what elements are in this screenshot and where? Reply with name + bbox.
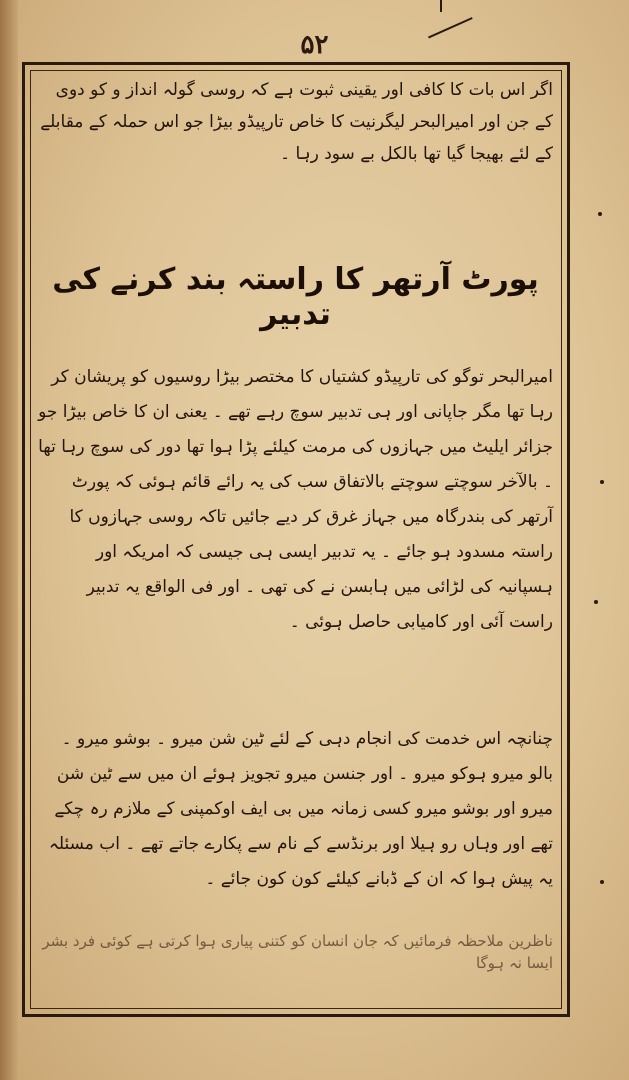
margin-dot — [594, 600, 598, 604]
faded-footnote: ناظرین ملاحظہ فرمائیں کہ جان انسان کو کتنی پیاری ہوا کرتی ہے کوئی فرد بشر ایسا نہ ہوگا — [42, 932, 553, 972]
ink-mark — [440, 0, 442, 12]
margin-dot — [600, 480, 604, 484]
page-spine-shadow — [0, 0, 18, 1080]
paragraph-intro: اگر اس بات کا کافی اور یقینی ثبوت ہے کہ روسی گولہ انداز و کو دوی کے جن اور امیرالبحر لیگرنیت کا خاص تارپیڈو بیڑا جو اس حملہ کے مقابلے کے لئے بھیجا گیا تھا بالکل بے سود رہا ۔ — [40, 80, 553, 164]
margin-dot — [598, 212, 602, 216]
paragraph-ships: چنانچہ اس خدمت کی انجام دہی کے لئے ٹین شن میرو ۔ بوشو میرو ۔ بالو میرو ہوکو میرو ۔ اور جنسن میرو تجویز ہوئے ان میں سے ٹین شن میرو اور بوشو میرو کسی زمانہ میں بی ایف اوکمپنی کے ملازم رہ چکے تھے اور وہاں رو ہیلا اور برنڈسے کے نام سے پکارے جاتے تھے ۔ اب مسئلہ یہ پیش ہوا کہ ان کے ڈبانے کیلئے کون کون جائے ۔ — [48, 729, 553, 889]
page-number: ۵۲ — [300, 30, 329, 60]
paragraph-main: امیرالبحر توگو کی تارپیڈو کشتیاں کا مختصر بیڑا روسیوں کو پریشان کر رہا تھا مگر جاپانی اور ہی تدبیر سوچ رہے تھے ۔ یعنی ان کا خاص بیڑا جو جزائر ایلیٹ میں جہازوں کی مرمت کیلئے پڑا ہوا تھا دور کی سوچ رہا تھا ۔ بالآخر سوچتے سوچتے بالاتفاق سب کی یہ رائے قائم ہوئی کہ پورٹ آرتھر کی بندرگاہ میں جہاز غرق کر دیے جائیں تاکہ روسی جہازوں کا راستہ مسدود ہو جائے ۔ یہ تدبیر ایسی ہی جیسی کہ امریکہ اور ہسپانیہ کی لڑائی میں ہابسن نے کی تھی ۔ اور فی الواقع یہ تدبیر راست آئی اور کامیابی حاصل ہوئی ۔ — [38, 367, 553, 632]
margin-dot — [600, 880, 604, 884]
section-heading: پورٹ آرتھر کا راستہ بند کرنے کی تدبیر — [52, 262, 539, 332]
